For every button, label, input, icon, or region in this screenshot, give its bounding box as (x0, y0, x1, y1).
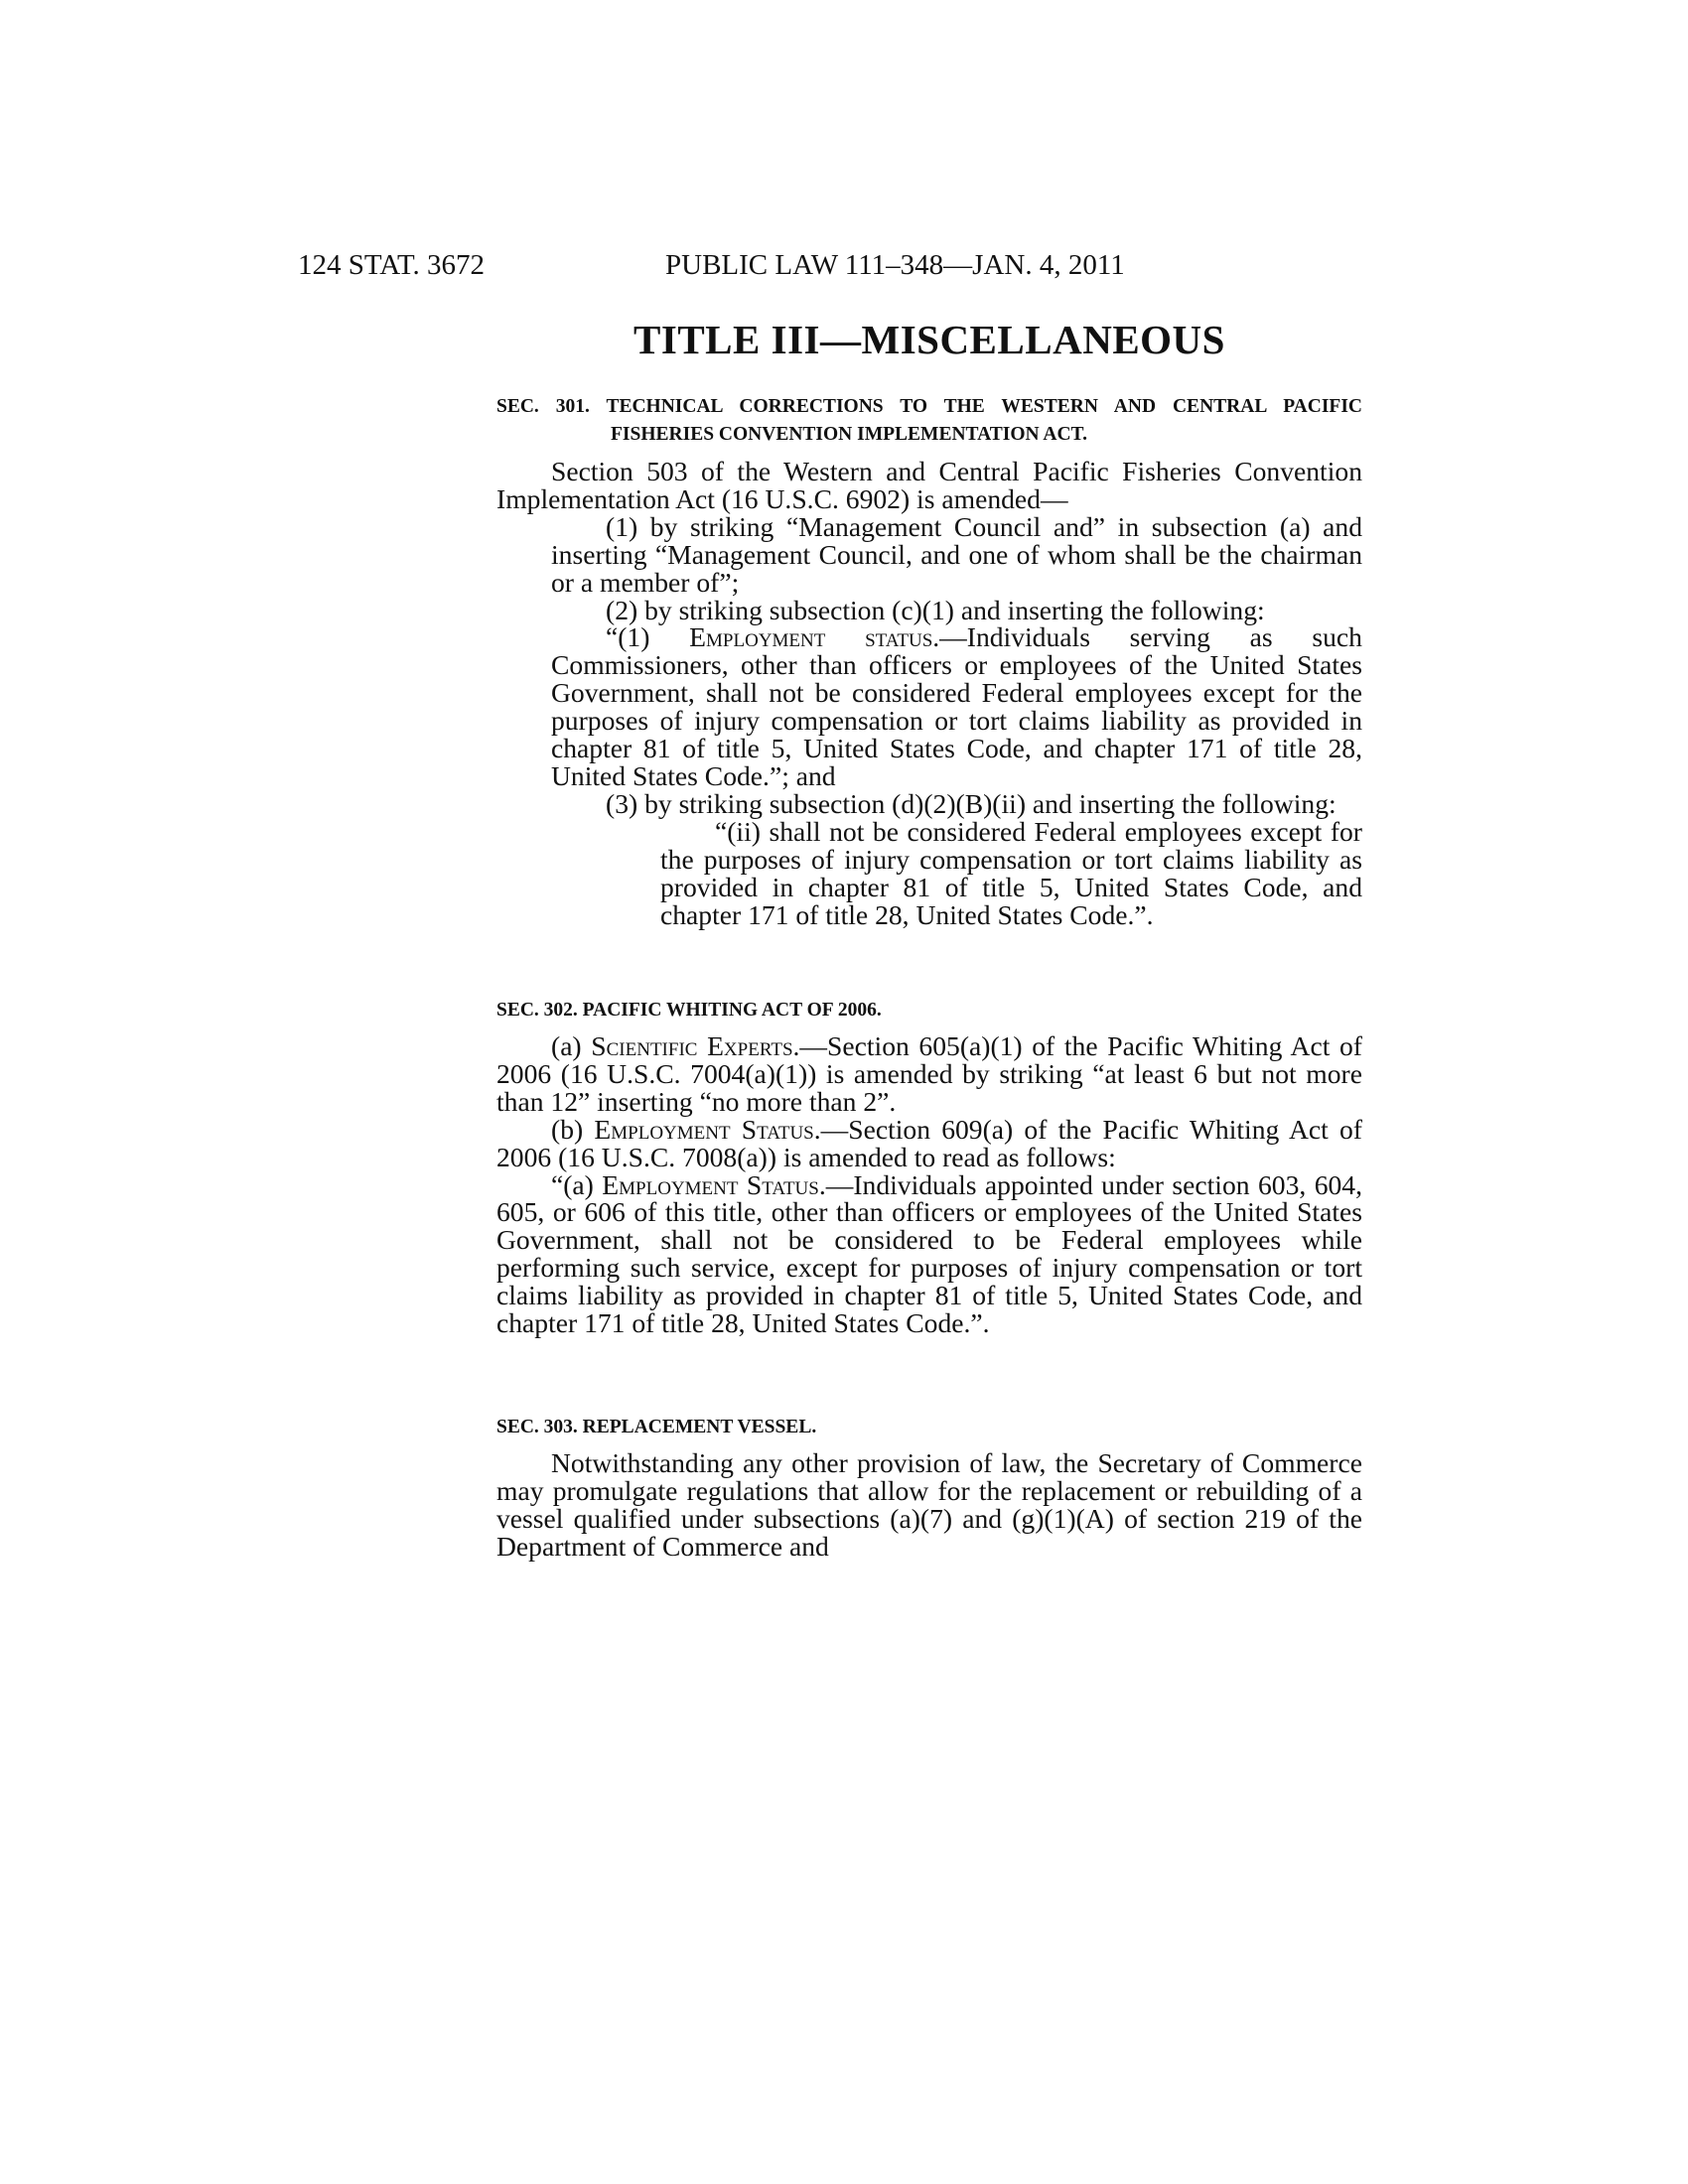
subsection-b-number: (b) (551, 1113, 595, 1145)
section-302-heading: SEC. 302. PACIFIC WHITING ACT OF 2006. (496, 1000, 882, 1021)
subsection-b-caption: Employment Status (594, 1113, 814, 1145)
section-301-item-2 (496, 594, 1362, 625)
quote-text: .—Individuals serving as such Commissioners, other than officers or employees of the United States Government, shall not be considered Federal employees except for the purposes of injury compensation or tort claims liability as provided in chapter 81 of title 5, United States Code, and chapter 171 of title 28, United States Code.”; and (551, 621, 1362, 791)
section-303 (496, 1414, 1362, 1561)
section-302 (496, 997, 1362, 1337)
statute-page-reference: 124 STAT. 3672 (298, 249, 486, 281)
item-1-text: (1) by striking “Management Council and” in subsection (a) and inserting “Management Council, and one of whom shall be the chairman or a member of”; (551, 510, 1362, 598)
section-301-item-3-quote: “(ii) shall not be considered Federal employees except for the purposes of injury compensation or tort claims liability as provided in chapter 81 of title 5, United States Code, and chapter 171 of title 28, United States Code.”. (660, 815, 1362, 930)
section-301-heading: SEC. 301. TECHNICAL CORRECTIONS TO THE WESTERN AND CENTRAL PACIFIC FISHERIES CONVENTION IMPLEMENTATION ACT. (496, 396, 1362, 445)
item-3-text: (3) by striking subsection (d)(2)(B)(ii) and inserting the following: (606, 787, 1336, 819)
quote-text: .—Individuals appointed under section 603, 604, 605, or 606 of this title, other than officers or employees of the United States Government, shall not be considered to be Federal employees while performing such service, except for purposes of injury compensation or tort claims liability as provided in chapter 81 of title 5, United States Code, and chapter 171 of title 28, United States Code.”. (496, 1168, 1362, 1339)
section-302-subsection-a (496, 1032, 1362, 1116)
subsection-a-number: (a) (551, 1030, 592, 1061)
quote-caption: Employment Status (602, 1168, 819, 1200)
section-301-intro: Section 503 of the Western and Central Pacific Fisheries Convention Implementation Act (16 U.S.C. 6902) is amended— (496, 456, 1362, 514)
section-302-subsection-b (496, 1113, 1362, 1172)
item-2-text: (2) by striking subsection (c)(1) and inserting the following: (606, 594, 1265, 625)
subsection-a-text: .—Section 605(a)(1) of the Pacific Whiting Act of 2006 (16 U.S.C. 7004(a)(1)) is amended by striking “at least 6 but not more than 12” inserting “no more than 2”. (496, 1030, 1362, 1117)
section-301 (496, 393, 1362, 928)
subsection-a-caption: Scientific Experts (591, 1030, 793, 1061)
section-301-item-1 (496, 510, 1362, 598)
quote-number: “(1) (606, 621, 690, 653)
section-302-quote (496, 1168, 1362, 1339)
section-303-text: Notwithstanding any other provision of law, the Secretary of Commerce may promulgate regulations that allow for the replacement or rebuilding of a vessel qualified under subsections (a)(7) and (g)(1)(A) of section 219 of the Department of Commerce and (496, 1447, 1362, 1562)
section-301-item-3 (496, 787, 1362, 819)
title-heading: TITLE III—MISCELLANEOUS (633, 317, 1225, 362)
section-301-item-2-quote (496, 623, 1362, 789)
section-303-heading: SEC. 303. REPLACEMENT VESSEL. (496, 1417, 817, 1437)
quote-caption: Employment status (689, 621, 933, 653)
public-law-reference: PUBLIC LAW 111–348—JAN. 4, 2011 (665, 249, 1125, 281)
quote-number: “(a) (551, 1168, 603, 1200)
subsection-b-text: .—Section 609(a) of the Pacific Whiting Act of 2006 (16 U.S.C. 7008(a)) is amended to read as follows: (496, 1113, 1362, 1172)
